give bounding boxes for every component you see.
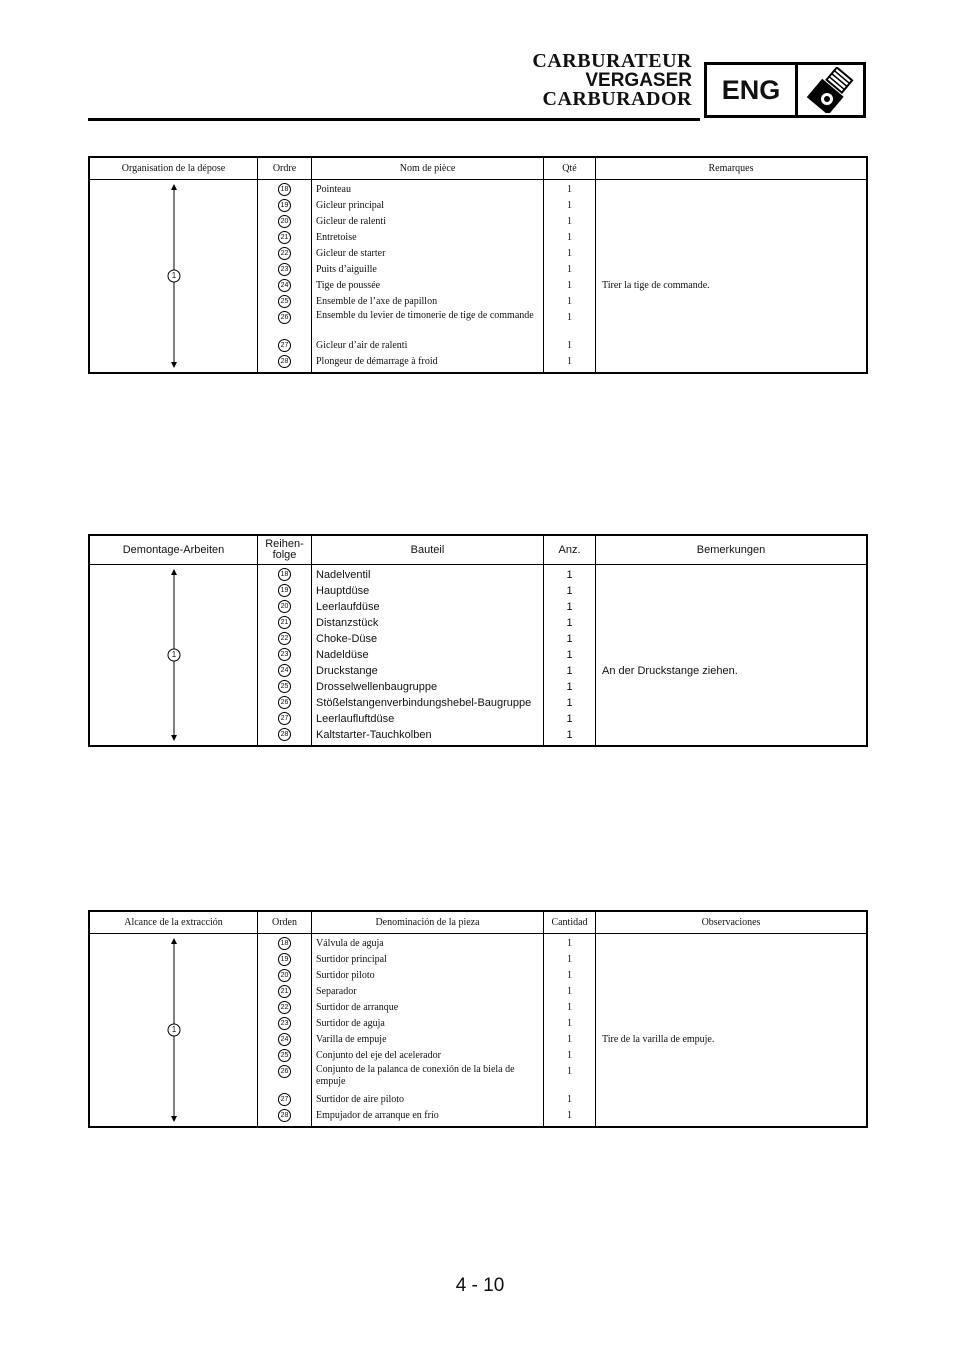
table-body: [90, 934, 866, 1126]
order-cell: [258, 727, 311, 743]
order-cell: [258, 246, 311, 262]
order-number: 18: [278, 568, 291, 581]
col-header-qty: Qté: [544, 158, 596, 179]
table-de: [88, 534, 868, 747]
col-header-part: Bauteil: [312, 536, 544, 564]
col-header-qty: Anz.: [544, 536, 596, 564]
part-qty: 1: [567, 1110, 572, 1121]
part-name: Stößelstangenverbindungshebel-Baugruppe: [316, 697, 532, 709]
order-column: [258, 180, 312, 372]
part-qty: 1: [567, 200, 572, 211]
order-cell: [258, 647, 311, 663]
part-qty: 1: [566, 729, 573, 741]
part-qty: 1: [567, 1018, 572, 1029]
part-qty: 1: [567, 296, 572, 307]
part-qty: 1: [566, 601, 573, 613]
part-name: Leerlaufluftdüse: [316, 713, 395, 725]
col-header-remarks: Remarques: [708, 163, 754, 174]
part-name: Drosselwellenbaugruppe: [316, 681, 438, 693]
order-number: 28: [278, 728, 291, 741]
order-cell: [258, 679, 311, 695]
remarks-column: [596, 565, 866, 745]
part-name: Kaltstarter-Tauchkolben: [316, 729, 432, 741]
part-name: Pointeau: [316, 184, 351, 195]
order-cell: [258, 278, 311, 294]
part-name: Gicleur de starter: [316, 248, 386, 259]
part-qty: 1: [567, 1034, 572, 1045]
part-qty: 1: [567, 1066, 572, 1077]
part-name: Ensemble du levier de timonerie de tige de commande: [316, 310, 534, 321]
col-header-order: Orden: [258, 912, 312, 933]
order-number: 18: [278, 183, 291, 196]
col-header-remarks: Observaciones: [701, 917, 761, 928]
group-number: 1: [171, 271, 177, 280]
part-name: Empujador de arranque en frío: [316, 1110, 439, 1121]
part-name: Válvula de aguja: [316, 938, 384, 949]
order-number: 27: [278, 712, 291, 725]
part-name: Choke-Düse: [316, 633, 378, 645]
part-qty: 1: [567, 216, 572, 227]
order-cell: [258, 230, 311, 246]
remarks-column: [596, 180, 866, 372]
order-number: 20: [278, 215, 291, 228]
removal-range-column: [90, 180, 258, 372]
part-name: Varilla de empuje: [316, 1034, 387, 1045]
col-header-remarks: Bemerkungen: [696, 544, 766, 556]
order-number: 24: [278, 1033, 291, 1046]
order-cell: [258, 1092, 311, 1108]
part-qty: 1: [567, 280, 572, 291]
part-name: Plongeur de démarrage à froid: [316, 356, 438, 367]
order-number: 26: [278, 311, 291, 324]
part-name: Druckstange: [316, 665, 378, 677]
order-number: 28: [278, 355, 291, 368]
qty-column: [544, 180, 596, 372]
section-label: ENG: [707, 65, 798, 115]
removal-range-column: [90, 934, 258, 1126]
part-name: Separador: [316, 986, 357, 997]
part-name: Nadeldüse: [316, 649, 369, 661]
order-number: 25: [278, 680, 291, 693]
order-number: 20: [278, 600, 291, 613]
order-cell: [258, 1016, 311, 1032]
section-titles: [532, 52, 692, 109]
col-header-part: Denominación de la pieza: [312, 912, 544, 933]
part-qty: 1: [567, 312, 572, 323]
order-cell: [258, 1108, 311, 1124]
part-qty: 1: [567, 986, 572, 997]
part-name: Leerlaufdüse: [316, 601, 380, 613]
part-qty: 1: [567, 356, 572, 367]
part-qty: 1: [566, 617, 573, 629]
group-number: 1: [171, 1025, 177, 1034]
part-qty: 1: [567, 1094, 572, 1105]
order-cell: [258, 1000, 311, 1016]
part-qty: 1: [567, 184, 572, 195]
order-number: 27: [278, 1093, 291, 1106]
order-cell: [258, 1064, 311, 1092]
part-qty: 1: [566, 681, 573, 693]
part-qty: 1: [567, 1002, 572, 1013]
part-qty: 1: [566, 633, 573, 645]
part-name: Gicleur d’air de ralenti: [316, 340, 408, 351]
table-es: [88, 910, 868, 1128]
part-name-column: [312, 934, 544, 1126]
order-cell: [258, 1048, 311, 1064]
col-header-removal: Organisation de la dépose: [90, 158, 258, 179]
qty-column: [544, 565, 596, 745]
part-name-column: [312, 180, 544, 372]
part-name: Tige de poussée: [316, 280, 381, 291]
order-number: 21: [278, 985, 291, 998]
order-number: 19: [278, 953, 291, 966]
order-number: 23: [278, 1017, 291, 1030]
part-name: Conjunto del eje del acelerador: [316, 1050, 441, 1061]
order-number: 27: [278, 339, 291, 352]
remark-text: Tirer la tige de commande.: [602, 280, 710, 291]
order-number: 28: [278, 1109, 291, 1122]
table-header: [90, 912, 866, 934]
order-number: 24: [278, 279, 291, 292]
order-number: 22: [278, 247, 291, 260]
order-cell: [258, 198, 311, 214]
table-fr: [88, 156, 868, 374]
col-header-part: Nom de pièce: [312, 158, 544, 179]
order-number: 21: [278, 231, 291, 244]
order-cell: [258, 984, 311, 1000]
order-cell: [258, 262, 311, 278]
order-cell: [258, 615, 311, 631]
table-body: [90, 565, 866, 745]
part-name: Entretoise: [316, 232, 357, 243]
order-number: 26: [278, 1065, 291, 1078]
order-cell: [258, 663, 311, 679]
order-cell: [258, 338, 311, 354]
order-cell: [258, 952, 311, 968]
remark-text: Tire de la varilla de empuje.: [602, 1034, 715, 1045]
col-header-order: Ordre: [258, 158, 312, 179]
part-qty: 1: [566, 649, 573, 661]
part-qty: 1: [566, 569, 573, 581]
part-name: Surtidor de aire piloto: [316, 1094, 405, 1105]
title-de: VERGASER: [585, 70, 692, 91]
remarks-column: [596, 934, 866, 1126]
part-qty: 1: [567, 938, 572, 949]
title-es: CARBURADOR: [542, 88, 692, 110]
order-cell: [258, 968, 311, 984]
order-number: 18: [278, 937, 291, 950]
order-cell: [258, 583, 311, 599]
removal-range-column: [90, 565, 258, 745]
part-qty: 1: [567, 264, 572, 275]
part-qty: 1: [567, 340, 572, 351]
order-cell: [258, 354, 311, 370]
part-qty: 1: [567, 954, 572, 965]
col-header-removal: Alcance de la extracción: [90, 912, 258, 933]
order-number: 23: [278, 648, 291, 661]
table-header: [90, 536, 866, 565]
title-fr: CARBURATEUR: [532, 50, 692, 72]
part-qty: 1: [566, 585, 573, 597]
order-cell: [258, 567, 311, 583]
order-number: 26: [278, 696, 291, 709]
part-name: Gicleur de ralenti: [316, 216, 386, 227]
order-number: 19: [278, 584, 291, 597]
part-name: Ensemble de l’axe de papillon: [316, 296, 438, 307]
order-number: 21: [278, 616, 291, 629]
order-number: 20: [278, 969, 291, 982]
part-name: Surtidor piloto: [316, 970, 375, 981]
order-cell: [258, 182, 311, 198]
order-cell: [258, 936, 311, 952]
order-cell: [258, 711, 311, 727]
part-qty: 1: [567, 1050, 572, 1061]
qty-column: [544, 934, 596, 1126]
order-number: 19: [278, 199, 291, 212]
order-number: 23: [278, 263, 291, 276]
order-number: 25: [278, 1049, 291, 1062]
part-name: Surtidor principal: [316, 954, 387, 965]
col-header-qty: Cantidad: [544, 912, 596, 933]
order-cell: [258, 214, 311, 230]
part-qty: 1: [567, 970, 572, 981]
group-number: 1: [171, 650, 177, 659]
order-cell: [258, 695, 311, 711]
part-qty: 1: [567, 248, 572, 259]
page-number: 4 - 10: [455, 1275, 505, 1296]
part-qty: 1: [566, 713, 573, 725]
order-cell: [258, 599, 311, 615]
header-rule: [88, 118, 700, 121]
col-header-order: Reihen- folge: [258, 536, 312, 564]
order-cell: [258, 294, 311, 310]
part-name: Conjunto de la palanca de conexión de la biela de empuje: [316, 1064, 515, 1087]
engine-piston-icon: [798, 65, 863, 115]
order-number: 24: [278, 664, 291, 677]
table-header: [90, 158, 866, 180]
order-column: [258, 934, 312, 1126]
part-name-column: [312, 565, 544, 745]
order-number: 25: [278, 295, 291, 308]
part-qty: 1: [566, 665, 573, 677]
order-column: [258, 565, 312, 745]
part-name: Distanzstück: [316, 617, 379, 629]
remark-text: An der Druckstange ziehen.: [602, 665, 738, 677]
part-name: Gicleur principal: [316, 200, 385, 211]
part-qty: 1: [566, 697, 573, 709]
part-name: Surtidor de arranque: [316, 1002, 399, 1013]
order-cell: [258, 1032, 311, 1048]
order-cell: [258, 631, 311, 647]
part-name: Surtidor de aguja: [316, 1018, 385, 1029]
col-header-removal: Demontage-Arbeiten: [90, 536, 258, 564]
part-name: Nadelventil: [316, 569, 371, 581]
part-name: Hauptdüse: [316, 585, 370, 597]
section-badge: [704, 62, 866, 118]
part-name: Puits d’aiguille: [316, 264, 377, 275]
order-cell: [258, 310, 311, 338]
table-body: [90, 180, 866, 372]
part-qty: 1: [567, 232, 572, 243]
order-number: 22: [278, 632, 291, 645]
order-number: 22: [278, 1001, 291, 1014]
